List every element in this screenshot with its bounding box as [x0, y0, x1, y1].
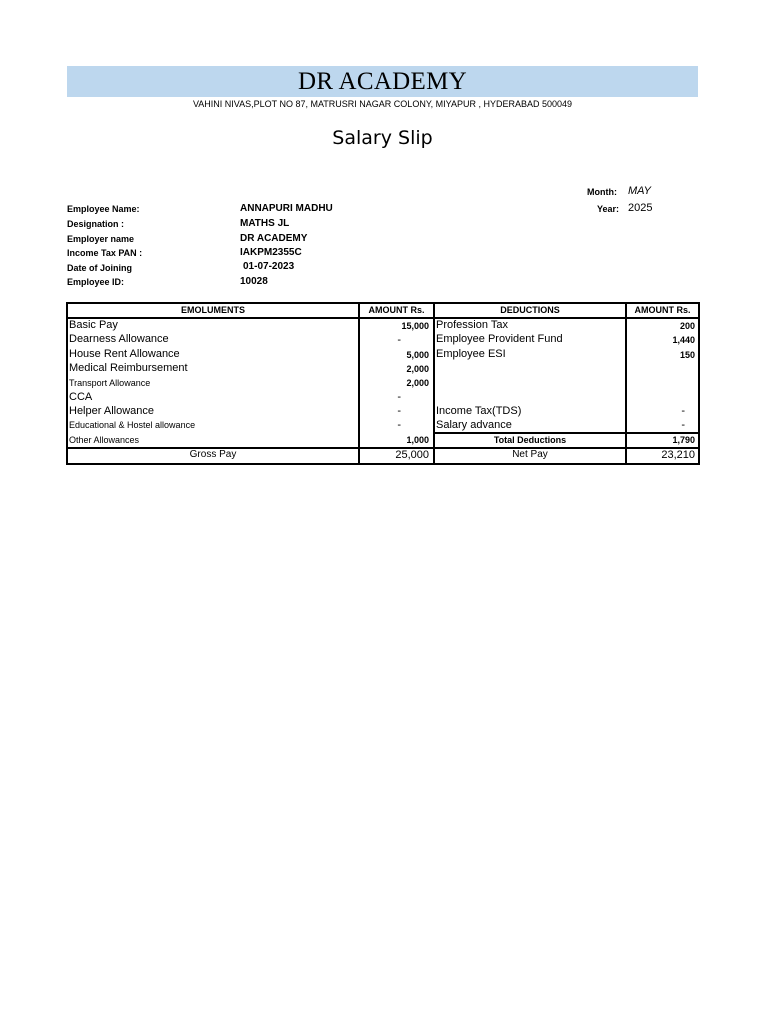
emolument-label: Medical Reimbursement	[69, 362, 188, 374]
year-label: Year:	[597, 204, 620, 214]
deduction-label: Salary advance	[436, 419, 512, 431]
emolument-label: CCA	[69, 391, 93, 403]
emolument-amount: 15,000	[401, 321, 429, 331]
gross-pay-amount: 25,000	[395, 449, 429, 461]
deduction-amount: 200	[679, 321, 695, 331]
page-title: Salary Slip	[332, 127, 433, 149]
emolument-label: Transport Allowance	[69, 378, 151, 388]
emolument-label: Educational & Hostel allowance	[69, 420, 196, 430]
gross-pay-label: Gross Pay	[189, 449, 237, 460]
emolument-amount: -	[397, 391, 401, 403]
deduction-label: Employee ESI	[436, 348, 506, 360]
doj-value: 01-07-2023	[243, 261, 295, 272]
employee-name-label: Employee Name:	[67, 204, 140, 214]
organization-name: DR ACADEMY	[298, 68, 467, 95]
total-deductions-label: Total Deductions	[493, 435, 567, 445]
amount-header: AMOUNT Rs.	[634, 305, 691, 315]
net-pay-amount: 23,210	[661, 449, 695, 461]
deduction-amount: 150	[679, 350, 695, 360]
emoluments-header: EMOLUMENTS	[181, 305, 245, 315]
organization-address: VAHINI NIVAS,PLOT NO 87, MATRUSRI NAGAR COLONY, MIYAPUR , HYDERABAD 500049	[192, 99, 573, 109]
emolument-label: Other Allowances	[69, 435, 140, 445]
month-label: Month:	[587, 187, 617, 197]
salary-table	[66, 302, 700, 465]
pan-value: IAKPM2355C	[240, 247, 302, 258]
net-pay-label: Net Pay	[512, 449, 548, 460]
header-rule	[68, 317, 698, 319]
employee-name-value: ANNAPURI MADHU	[240, 203, 333, 214]
emolument-label: Dearness Allowance	[69, 333, 169, 345]
emolument-label: House Rent Allowance	[69, 348, 180, 360]
employee-id-value: 10028	[240, 276, 268, 287]
total-deductions-amount: 1,790	[672, 435, 695, 445]
emolument-amount: 1,000	[406, 435, 429, 445]
emolument-label: Helper Allowance	[69, 405, 154, 417]
deduction-label: Employee Provident Fund	[436, 333, 563, 345]
designation-value: MATHS JL	[240, 218, 290, 229]
deduction-label: Income Tax(TDS)	[436, 405, 522, 417]
emolument-label: Basic Pay	[69, 319, 118, 331]
deduction-amount: 1,440	[672, 335, 695, 345]
deduction-amount: -	[681, 419, 685, 431]
deductions-header: DEDUCTIONS	[500, 305, 560, 315]
deduction-label: Profession Tax	[436, 319, 508, 331]
employer-value: DR ACADEMY	[240, 233, 308, 244]
emolument-amount: -	[397, 405, 401, 417]
month-value: MAY	[628, 185, 652, 197]
pan-label: Income Tax PAN :	[67, 248, 143, 258]
doj-label: Date of Joining	[67, 263, 132, 273]
emolument-amount: -	[397, 334, 401, 346]
designation-label: Designation :	[67, 219, 125, 229]
emolument-amount: 2,000	[406, 364, 429, 374]
total-rule	[433, 432, 698, 434]
year-value: 2025	[628, 202, 653, 214]
employee-id-label: Employee ID:	[67, 277, 125, 287]
emolument-amount: 2,000	[406, 378, 429, 388]
emolument-amount: 5,000	[406, 350, 429, 360]
employer-label: Employer name	[67, 234, 135, 244]
emolument-amount: -	[397, 419, 401, 431]
deduction-amount: -	[681, 405, 685, 417]
amount-header: AMOUNT Rs.	[368, 305, 425, 315]
